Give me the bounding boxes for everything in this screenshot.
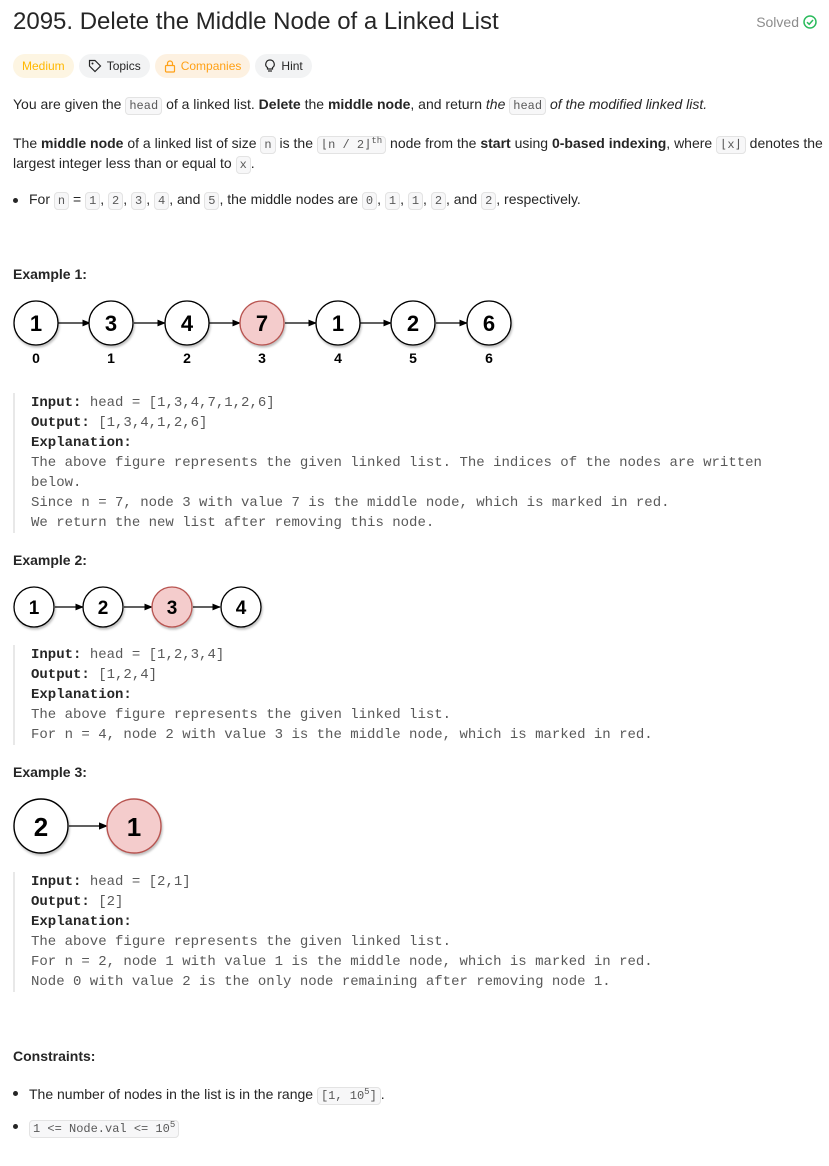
node-index: 5 bbox=[409, 350, 417, 366]
problem-title: 2095. Delete the Middle Node of a Linked List bbox=[13, 8, 499, 35]
list-node bbox=[391, 301, 435, 366]
svg-text:2: 2 bbox=[97, 598, 109, 619]
explanation-line: The above figure represents the given linked list. bbox=[31, 934, 452, 950]
example-3-diagram bbox=[0, 794, 180, 860]
example-2-diagram bbox=[0, 584, 280, 632]
example-1-heading: Example 1: bbox=[13, 266, 87, 282]
explanation-line: The above figure represents the given linked list. bbox=[31, 707, 452, 723]
topics-label: Topics bbox=[106, 59, 141, 73]
example-2-output: [1,2,4] bbox=[98, 667, 158, 683]
example-2-input: head = [1,2,3,4] bbox=[89, 647, 225, 663]
list-node bbox=[165, 301, 209, 366]
explanation-line: Since n = 7, node 3 with value 7 is the middle node, which is marked in red. bbox=[31, 495, 670, 511]
list-node bbox=[14, 301, 58, 366]
list-node bbox=[14, 587, 54, 627]
constraint-2: 1 <= Node.val <= $10^5$ bbox=[29, 1115, 179, 1140]
check-circle-icon bbox=[803, 15, 817, 29]
svg-text:3: 3 bbox=[104, 311, 118, 336]
example-3-output: [2] bbox=[98, 894, 124, 910]
explanation-line: below. bbox=[31, 475, 82, 491]
example-2-block: Input: head = [1,2,3,4] Output: [1,2,4] Explanation: The above figure represents the given linked list. For n = 4, node 2 with value 3 is the middle node, which is marked in red. bbox=[13, 645, 653, 745]
svg-text:4: 4 bbox=[235, 598, 247, 619]
svg-text:3: 3 bbox=[166, 598, 178, 619]
example-1-input: head = [1,3,4,7,1,2,6] bbox=[89, 395, 275, 411]
topics-button[interactable] bbox=[79, 54, 150, 78]
lightbulb-icon bbox=[264, 59, 276, 73]
solved-label: Solved bbox=[756, 14, 799, 30]
description-paragraph-1: You are given the head of a linked list. Delete the middle node, and return the head of the modified linked list. bbox=[13, 96, 708, 113]
tag-icon bbox=[88, 59, 102, 73]
node-index: 6 bbox=[485, 350, 493, 366]
example-2-heading: Example 2: bbox=[13, 552, 87, 568]
svg-text:1: 1 bbox=[28, 598, 40, 619]
list-node bbox=[221, 587, 261, 627]
description-paragraph-2-line-2: largest integer less than or equal to x . bbox=[13, 155, 255, 172]
constraint-1: The number of nodes in the list is in the range [1, $10^5$] . bbox=[29, 1086, 385, 1103]
explanation-line: The above figure represents the given linked list. The indices of the nodes are written bbox=[31, 455, 762, 471]
solved-status bbox=[756, 14, 817, 30]
node-index: 0 bbox=[32, 350, 40, 366]
hint-label: Hint bbox=[281, 59, 303, 73]
difficulty-badge bbox=[13, 54, 74, 78]
description-paragraph-2: The middle node of a linked list of size n is the ⌊n / 2⌋$^{th}$ node from the start using 0-based indexing, where ⌊x⌋ denotes the bbox=[13, 135, 823, 152]
node-index: 1 bbox=[107, 350, 115, 366]
example-1-output: [1,3,4,1,2,6] bbox=[98, 415, 208, 431]
list-node bbox=[14, 799, 68, 853]
svg-text:7: 7 bbox=[255, 311, 269, 336]
companies-label: Companies bbox=[180, 59, 242, 73]
example-3-block: Input: head = [2,1] Output: [2] Explanation: The above figure represents the given linked list. For n = 2, node 1 with value 1 is the middle node, which is marked in red. Node 0 with value 2 is the only node remaining after removing node 1. bbox=[13, 872, 653, 992]
bullet-middle-nodes: For n = 1 , 2 , 3 , 4 , and 5 , the middle nodes are 0 , 1 , 1 , 2 , and 2 , respectively. bbox=[29, 191, 581, 208]
bullet-dot bbox=[13, 198, 18, 203]
list-node bbox=[316, 301, 360, 366]
list-node-middle bbox=[107, 799, 161, 853]
node-index: 4 bbox=[334, 350, 342, 366]
hint-button[interactable] bbox=[255, 54, 311, 78]
difficulty-label: Medium bbox=[22, 59, 65, 73]
list-node-middle bbox=[152, 587, 192, 627]
example-3-input: head = [2,1] bbox=[89, 874, 191, 890]
constraints-heading: Constraints: bbox=[13, 1048, 96, 1064]
lock-icon bbox=[164, 60, 176, 73]
tag-row bbox=[13, 54, 312, 78]
list-node-middle bbox=[240, 301, 284, 366]
example-1-block: Input: head = [1,3,4,7,1,2,6] Output: [1,3,4,1,2,6] Explanation: The above figure represents the given linked list. The indices of the nodes are written below. Since n = 7, node 3 with value 7 is the middle node, which is marked in red. We return the new list after removing this node. bbox=[13, 393, 762, 533]
explanation-line: Node 0 with value 2 is the only node remaining after removing node 1. bbox=[31, 974, 611, 990]
explanation-line: For n = 4, node 2 with value 3 is the middle node, which is marked in red. bbox=[31, 727, 653, 743]
bullet-dot bbox=[13, 1124, 18, 1129]
example-1-diagram bbox=[0, 290, 540, 380]
example-3-heading: Example 3: bbox=[13, 764, 87, 780]
explanation-line: For n = 2, node 1 with value 1 is the middle node, which is marked in red. bbox=[31, 954, 653, 970]
svg-text:1: 1 bbox=[29, 311, 43, 336]
svg-text:4: 4 bbox=[180, 311, 194, 336]
list-node bbox=[83, 587, 123, 627]
explanation-line: We return the new list after removing this node. bbox=[31, 515, 435, 531]
list-node bbox=[467, 301, 511, 366]
node-index: 3 bbox=[258, 350, 266, 366]
svg-text:1: 1 bbox=[331, 311, 345, 336]
bullet-dot bbox=[13, 1091, 18, 1096]
companies-button[interactable] bbox=[155, 54, 251, 78]
node-index: 2 bbox=[183, 350, 191, 366]
svg-text:2: 2 bbox=[406, 311, 420, 336]
list-node bbox=[89, 301, 133, 366]
svg-text:6: 6 bbox=[482, 311, 496, 336]
svg-text:1: 1 bbox=[126, 812, 142, 842]
svg-text:2: 2 bbox=[33, 812, 49, 842]
